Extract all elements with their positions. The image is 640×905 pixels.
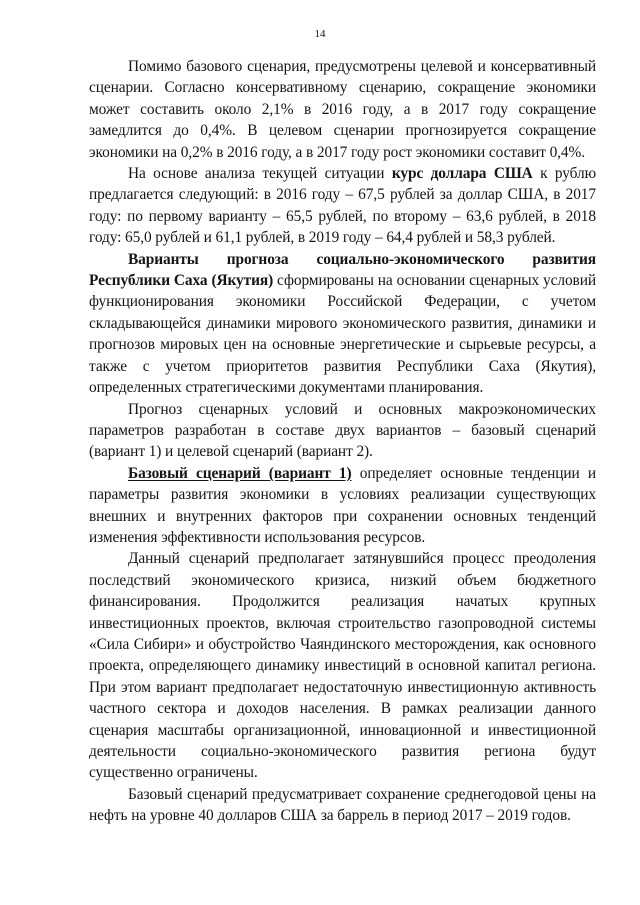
paragraph-scenarios: Помимо базового сценария, предусмотрены целевой и консервативный сценарии. Согласно консервативному сценарию, сокращение экономики может составить около 2,1% в 2016 году, а в 2017 году сокращение замедлится до 0,4%. В целевом сценарии прогнозируется сокращение экономики на 0,2% в 2016 году, а в 2017 году рост экономики составит 0,4%. [89, 58, 596, 161]
exchange-rate-details: к рублю предлагается следующий: в 2016 году – 67,5 рублей за доллар США, в 2017 году: по первому варианту – 65,5 рублей, по второму – 63,6 рублей, в 2018 году: 65,0 рублей и 61,1 рублей, в 2019 году – 64,4 рублей и 58,3 рублей. [89, 165, 597, 247]
base-scenario-text: определяет основные тенденции и параметры развития экономики в условиях реализации существующих внешних и внутренних факторов при сохранении основных тенденций изменения эффективности использования ресурсов. [89, 464, 597, 546]
exchange-rate-intro: На основе анализа текущей ситуации [128, 165, 392, 183]
paragraph-oil-price: Базовый сценарий предусматривает сохранение среднегодовой цены на нефть на уровне 40 долларов США за баррель в период 2017 – 2019 годов. [89, 785, 596, 825]
paragraph-forecast-variants [89, 249, 596, 399]
base-scenario-heading: Базовый сценарий (вариант 1) [128, 464, 352, 482]
forecast-variants-term: Варианты прогноза социально-экономического развития Республики Саха (Якутия) [89, 250, 596, 290]
exchange-rate-term: курс доллара США [391, 165, 533, 183]
forecast-variants-text: сформированы на основании сценарных условий функционирования экономики Российской Федерации, с учетом складывающейся динамики мирового экономического развития, динамики и прогнозов мировых цен на основные энергетические и сырьевые ресурсы, а также с учетом приоритетов развития Республики Саха (Якутия), определенных стратегическими документами планирования. [89, 272, 596, 397]
paragraph-exchange-rate [89, 163, 596, 249]
paragraph-forecast-composition: Прогноз сценарных условий и основных макроэкономических параметров разработан в составе двух вариантов – базовый сценарий (вариант 1) и целевой сценарий (вариант 2). [89, 400, 596, 461]
page-number: 14 [314, 28, 326, 40]
paragraph-scenario-description: Данный сценарий предполагает затянувшийся процесс преодоления последствий экономического кризиса, низкий объем бюджетного финансирования. Продолжится реализация начатых крупных инвестиционных проектов, включая строительство газопроводной системы «Сила Сибири» и обустройство Чаяндинского месторождения, как основного проекта, определяющего динамику инвестиций в основной капитал региона. При этом вариант предполагает недостаточную инвестиционную активность частного сектора и доходов населения. В рамках реализации данного сценария масштабы организационной, инновационной и инвестиционной деятельности социально-экономического развития региона будут существенно ограничены. [89, 550, 596, 782]
paragraph-base-scenario [89, 463, 596, 549]
document-body [89, 56, 596, 827]
